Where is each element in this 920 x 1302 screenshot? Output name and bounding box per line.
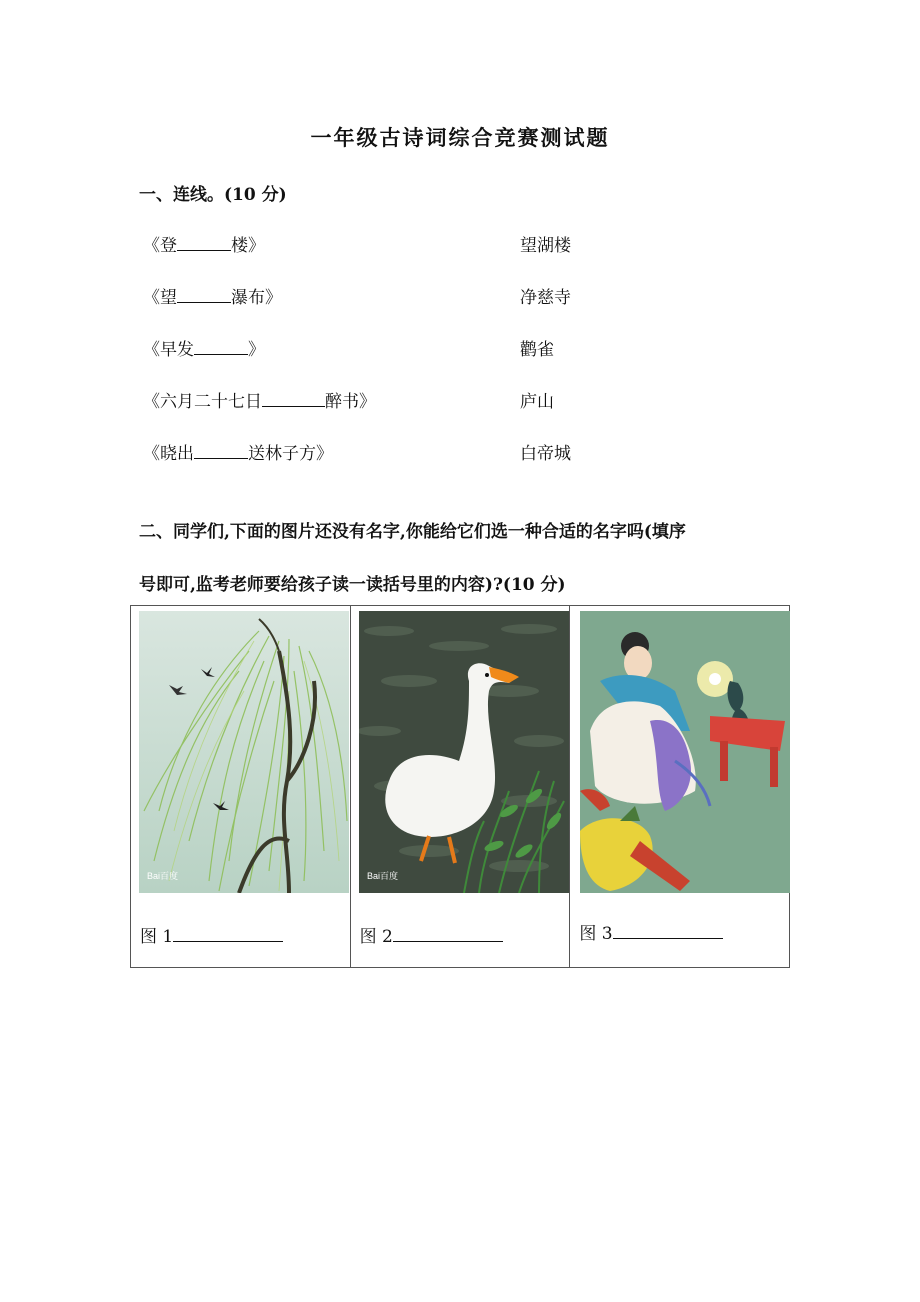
poem-title: 《登 楼》 xyxy=(143,236,265,256)
goose-photo-image xyxy=(359,611,569,893)
sewing-painting-image xyxy=(580,611,790,893)
svg-text:Bai百度: Bai百度 xyxy=(147,871,179,881)
section1-heading: 一、连线。(10 分) xyxy=(139,185,287,205)
figure-2-caption: 图 2 xyxy=(360,922,503,947)
section2-heading: 二、同学们,下面的图片还没有名字,你能给它们选一种合适的名字吗(填序 xyxy=(139,522,686,542)
match-row xyxy=(139,387,779,411)
page-title: 一年级古诗词综合竞赛测试题 xyxy=(310,125,610,150)
blank-line[interactable] xyxy=(194,442,248,459)
poem-title: 《早发 》 xyxy=(143,340,265,360)
figure-3-caption: 图 3 xyxy=(579,919,722,944)
match-row xyxy=(139,335,779,359)
figure-3-answer-blank[interactable] xyxy=(613,922,723,939)
match-row xyxy=(139,231,779,255)
blank-line[interactable] xyxy=(177,234,231,251)
place-name: 庐山 xyxy=(520,392,554,412)
poem-title: 《晓出 送林子方》 xyxy=(143,444,333,464)
place-name: 望湖楼 xyxy=(520,236,571,256)
figure-cell-3 xyxy=(570,606,790,968)
figure-2-answer-blank[interactable] xyxy=(393,925,503,942)
blank-line[interactable] xyxy=(194,338,248,355)
figure-cell-1 xyxy=(131,606,351,968)
svg-text:Bai百度: Bai百度 xyxy=(366,871,398,881)
place-name: 鹳雀 xyxy=(520,340,554,360)
place-name: 净慈寺 xyxy=(520,288,571,308)
figure-1-answer-blank[interactable] xyxy=(173,925,283,942)
figure-cell-2 xyxy=(350,606,570,968)
figure-table xyxy=(130,605,790,968)
figure-1-caption: 图 1 xyxy=(140,922,283,947)
poem-title: 《六月二十七日 醉书》 xyxy=(143,392,376,412)
blank-line[interactable] xyxy=(177,286,231,303)
blank-line[interactable] xyxy=(262,390,325,407)
willow-painting-image xyxy=(139,611,349,893)
poem-title: 《望 瀑布》 xyxy=(143,288,282,308)
match-row xyxy=(139,283,779,307)
match-row xyxy=(139,439,779,463)
section2-heading-cont: 号即可,监考老师要给孩子读一读括号里的内容)?(10 分) xyxy=(139,575,566,595)
place-name: 白帝城 xyxy=(520,444,571,464)
